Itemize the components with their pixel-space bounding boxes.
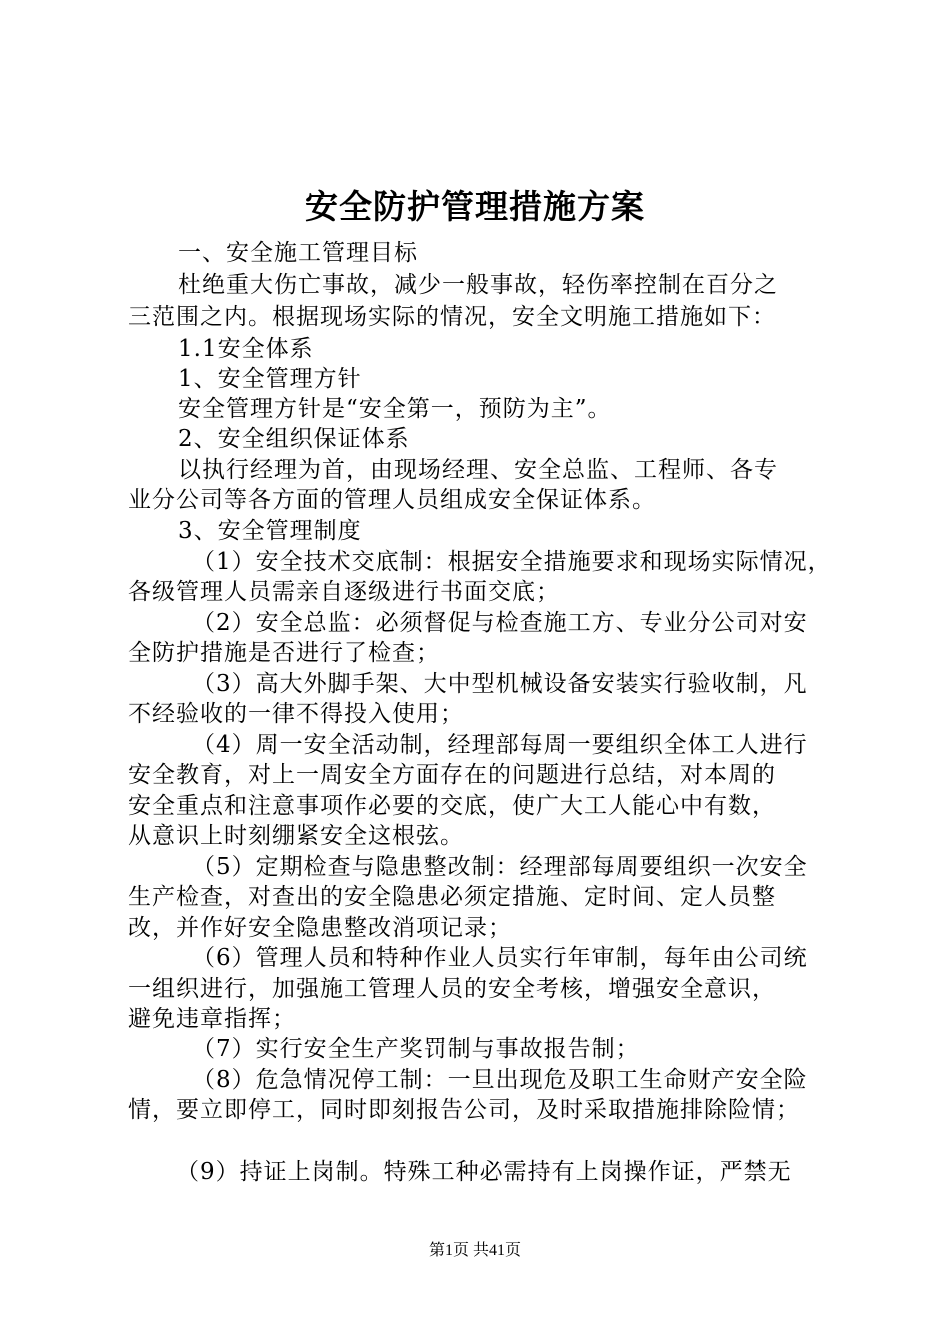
page-footer: 第1页 共41页 — [428, 1242, 521, 1259]
section-heading: 一、安全施工管理目标 — [178, 240, 418, 266]
paragraph-line: 杜绝重大伤亡事故，减少一般事故，轻伤率控制在百分之 — [178, 272, 778, 298]
list-item-line: （2）安全总监：必须督促与检查施工方、专业分公司对安 — [192, 610, 808, 636]
list-item-line: 一组织进行，加强施工管理人员的安全考核，增强安全意识， — [128, 976, 776, 1002]
section-heading: 2、安全组织保证体系 — [178, 426, 410, 452]
list-item-line: （7）实行安全生产奖罚制与事故报告制； — [192, 1036, 640, 1062]
list-item-line: 不经验收的一律不得投入使用； — [128, 701, 464, 727]
section-heading: 3、安全管理制度 — [178, 518, 362, 544]
section-heading: 1、安全管理方针 — [178, 366, 362, 392]
paragraph-line: 以执行经理为首，由现场经理、安全总监、工程师、各专 — [178, 457, 778, 483]
list-item-line: 安全重点和注意事项作必要的交底，使广大工人能心中有数， — [128, 793, 776, 819]
paragraph-line: 安全管理方针是“安全第一，预防为主”。 — [178, 396, 612, 422]
list-item-line: （6）管理人员和特种作业人员实行年审制，每年由公司统 — [192, 945, 808, 971]
paragraph-line: 三范围之内。根据现场实际的情况，安全文明施工措施如下： — [128, 304, 776, 330]
paragraph-line: 业分公司等各方面的管理人员组成安全保证体系。 — [128, 487, 656, 513]
list-item-line: 全防护措施是否进行了检查； — [128, 640, 440, 666]
list-item-line: 安全教育，对上一周安全方面存在的问题进行总结，对本周的 — [128, 762, 776, 788]
list-item-line: （5）定期检查与隐患整改制：经理部每周要组织一次安全 — [192, 854, 808, 880]
list-item-line: 改，并作好安全隐患整改消项记录； — [128, 915, 512, 941]
list-item-line: 各级管理人员需亲自逐级进行书面交底； — [128, 579, 560, 605]
section-heading: 1.1安全体系 — [178, 336, 314, 362]
list-item-line: （9）持证上岗制。特殊工种必需持有上岗操作证，严禁无 — [176, 1159, 792, 1185]
list-item-line: 从意识上时刻绷紧安全这根弦。 — [128, 823, 464, 849]
list-item-line: （4）周一安全活动制，经理部每周一要组织全体工人进行 — [192, 732, 808, 758]
list-item-line: （3）高大外脚手架、大中型机械设备安装实行验收制，凡 — [192, 671, 808, 697]
list-item-line: （8）危急情况停工制：一旦出现危及职工生命财产安全险 — [192, 1067, 808, 1093]
document-title: 安全防护管理措施方案 — [305, 187, 645, 226]
list-item-line: 避免违章指挥； — [128, 1006, 296, 1032]
list-item-line: 情，要立即停工，同时即刻报告公司，及时采取措施排除险情； — [128, 1097, 800, 1123]
list-item-line: 生产检查，对查出的安全隐患必须定措施、定时间、定人员整 — [128, 884, 776, 910]
list-item-line: （1）安全技术交底制：根据安全措施要求和现场实际情况， — [192, 549, 832, 575]
